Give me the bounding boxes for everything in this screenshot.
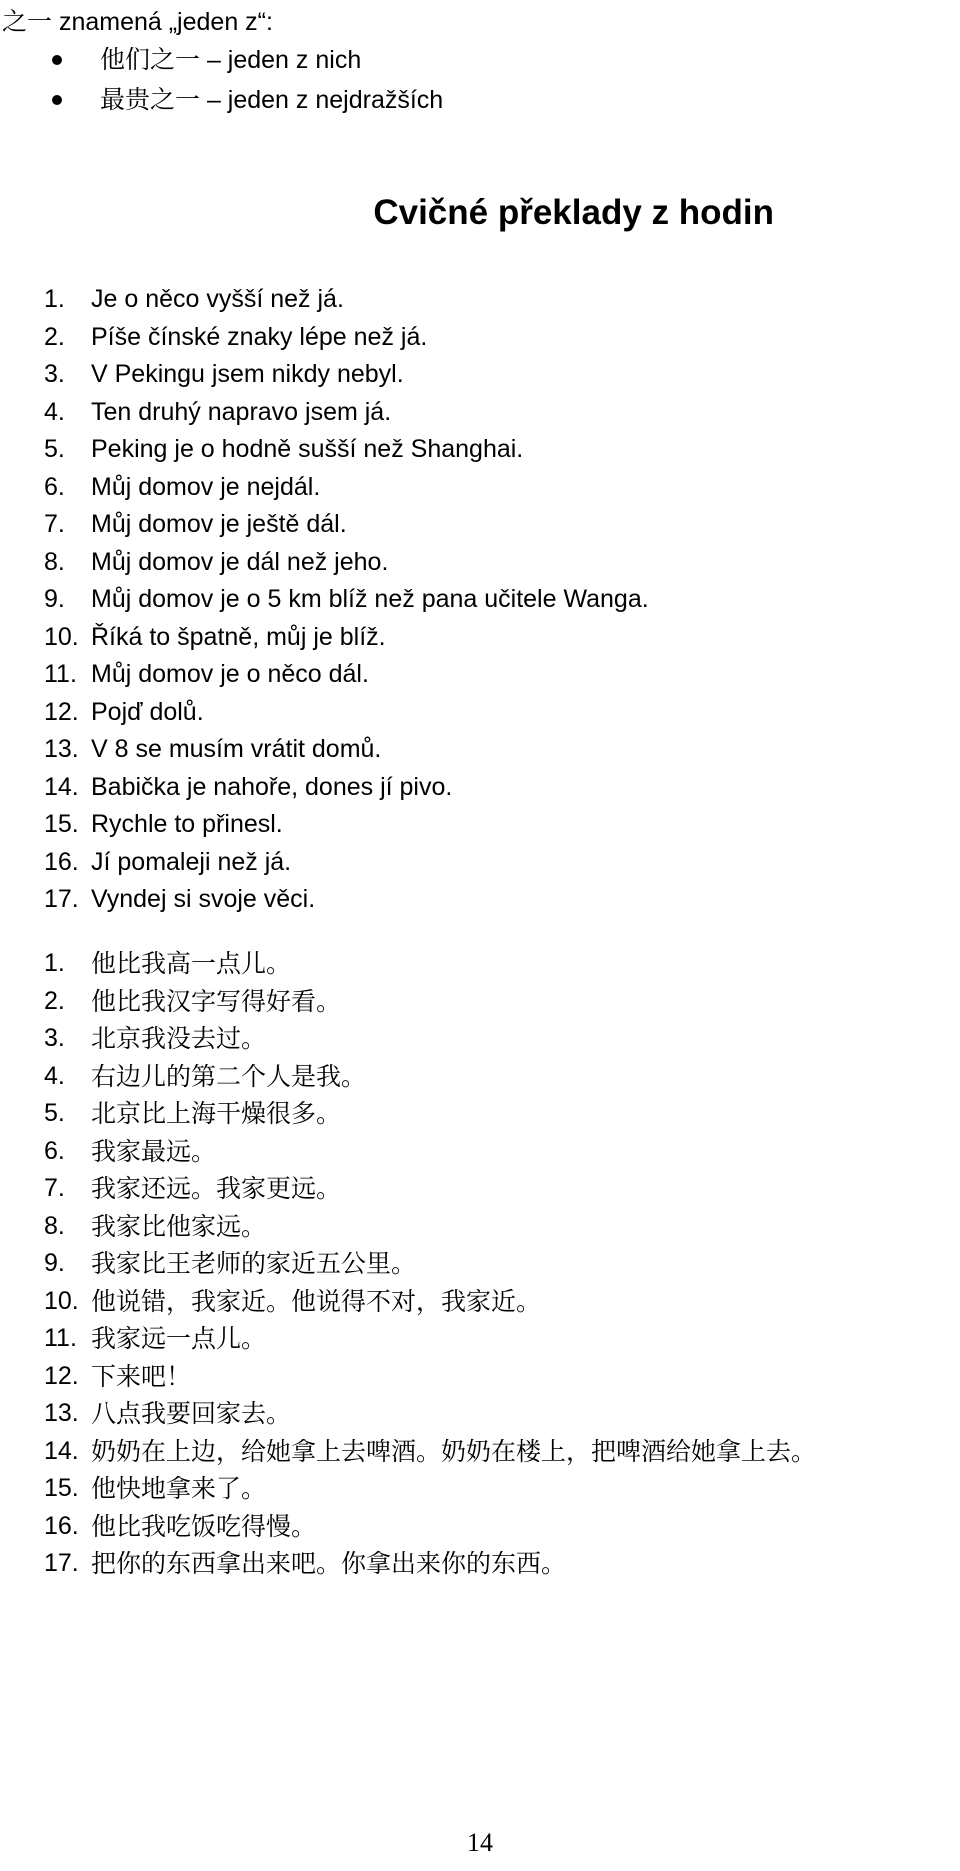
item-text: Můj domov je o něco dál. <box>91 660 369 688</box>
item-text: 北京比上海干燥很多。 <box>91 1099 342 1128</box>
item-number: 8. <box>44 547 65 576</box>
item-number: 5. <box>44 435 65 463</box>
item-number: 11. <box>44 660 77 688</box>
bullet-text: 最贵之一 – jeden z nejdražších <box>100 86 444 114</box>
item-number: 6. <box>44 472 65 501</box>
item-number: 2. <box>44 322 65 351</box>
item-number: 3. <box>44 360 65 388</box>
item-number: 14. <box>44 1436 79 1465</box>
item-number: 9. <box>44 585 65 613</box>
item-text: Říká to špatně, můj je blíž. <box>91 622 386 651</box>
item-number: 10. <box>44 1286 79 1315</box>
item-number: 1. <box>44 949 65 977</box>
page-number: 14 <box>467 1828 493 1857</box>
item-text: Můj domov je nejdál. <box>91 472 321 501</box>
item-number: 4. <box>44 397 65 426</box>
item-text: 八点我要回家去。 <box>91 1399 292 1428</box>
item-number: 13. <box>44 1399 79 1427</box>
item-number: 14. <box>44 772 79 801</box>
item-text: 下来吧！ <box>91 1361 192 1391</box>
bullet-dot-icon <box>52 95 62 105</box>
bullet-item <box>0 40 443 80</box>
item-number: 1. <box>44 285 65 313</box>
item-number: 2. <box>44 986 65 1015</box>
item-number: 16. <box>44 847 79 876</box>
bullet-dot-icon <box>52 55 62 65</box>
item-text: Rychle to přinesl. <box>91 810 283 838</box>
item-text: Ten druhý napravo jsem já. <box>91 397 392 426</box>
item-text: 我家远一点儿。 <box>91 1324 267 1353</box>
item-text: Peking je o hodně sušší než Shanghai. <box>91 435 524 463</box>
item-number: 17. <box>44 885 79 913</box>
item-text: 他比我汉字写得好看。 <box>91 986 342 1016</box>
bullet-text: 他们之一 – jeden z nich <box>100 46 362 74</box>
bullet-item <box>0 80 443 120</box>
item-text: V 8 se musím vrátit domů. <box>91 735 382 763</box>
item-text: Babička je nahoře, dones jí pivo. <box>91 772 453 801</box>
item-number: 17. <box>44 1549 79 1577</box>
item-number: 12. <box>44 697 79 726</box>
item-text: Je o něco vyšší než já. <box>91 285 344 313</box>
item-text: 我家比他家远。 <box>91 1211 267 1241</box>
item-text: Píše čínské znaky lépe než já. <box>91 322 428 351</box>
item-text: Vyndej si svoje věci. <box>91 885 316 913</box>
item-number: 4. <box>44 1061 65 1090</box>
item-number: 12. <box>44 1361 79 1390</box>
item-text: 我家最远。 <box>91 1136 217 1166</box>
example-bullet-list <box>0 40 443 120</box>
item-text: Jí pomaleji než já. <box>91 847 292 876</box>
item-number: 7. <box>44 1174 65 1202</box>
item-number: 8. <box>44 1211 65 1240</box>
item-number: 15. <box>44 810 79 838</box>
item-text: 我家比王老师的家近五公里。 <box>91 1249 417 1278</box>
item-number: 11. <box>44 1324 77 1352</box>
item-number: 10. <box>44 622 79 651</box>
item-number: 13. <box>44 735 79 763</box>
item-text: 我家还远。我家更远。 <box>91 1174 342 1203</box>
item-text: Můj domov je ještě dál. <box>91 510 347 538</box>
intro-line: 之一 znamená „jeden z“: <box>2 8 273 36</box>
item-text: 右边儿的第二个人是我。 <box>91 1061 367 1091</box>
item-text: Můj domov je dál než jeho. <box>91 547 389 576</box>
section-title: Cvičné překlady z hodin <box>373 193 774 232</box>
item-text: 奶奶在上边，给她拿上去啤酒。奶奶在楼上，把啤酒给她拿上去。 <box>91 1436 817 1466</box>
item-text: 他快地拿来了。 <box>91 1474 267 1503</box>
item-number: 16. <box>44 1511 79 1540</box>
item-text: Pojď dolů. <box>91 697 204 726</box>
item-number: 7. <box>44 510 65 538</box>
item-text: 他比我高一点儿。 <box>91 949 292 978</box>
item-number: 3. <box>44 1024 65 1052</box>
item-text: Můj domov je o 5 km blíž než pana učitele Wanga. <box>91 585 649 613</box>
item-text: 他说错，我家近。他说得不对，我家近。 <box>91 1286 542 1316</box>
item-text: 他比我吃饭吃得慢。 <box>91 1511 317 1541</box>
item-number: 5. <box>44 1099 65 1127</box>
item-number: 6. <box>44 1136 65 1165</box>
item-number: 9. <box>44 1249 65 1277</box>
item-text: 把你的东西拿出来吧。你拿出来你的东西。 <box>91 1549 567 1578</box>
item-text: V Pekingu jsem nikdy nebyl. <box>91 360 404 388</box>
item-number: 15. <box>44 1474 79 1502</box>
item-text: 北京我没去过。 <box>91 1024 267 1053</box>
